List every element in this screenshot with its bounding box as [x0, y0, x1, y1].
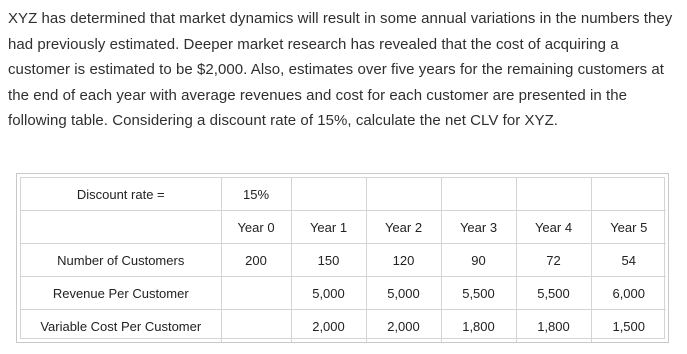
table-row-discount	[21, 178, 666, 211]
table-cell: 200	[221, 244, 291, 277]
discount-rate-value: 15%	[221, 178, 291, 211]
table-cell: 54	[591, 244, 666, 277]
year-header: Year 4	[516, 211, 591, 244]
year-header: Year 2	[366, 211, 441, 244]
table-cell: 1,500	[612, 318, 646, 334]
year-header: Year 1	[291, 211, 366, 244]
table-cell	[591, 178, 666, 211]
table-cell	[516, 178, 591, 211]
table-cell: 5,500	[441, 277, 516, 310]
year-header: Year 0	[221, 211, 291, 244]
table-cell: 2,000	[291, 310, 366, 343]
table-cell	[221, 310, 291, 343]
year-header: Year 5	[591, 211, 666, 244]
table-cell: 5,000	[291, 277, 366, 310]
table-cell: 90	[441, 244, 516, 277]
table-row-variable-cost	[21, 310, 666, 343]
year-header: Year 3	[441, 211, 516, 244]
table-cell	[221, 277, 291, 310]
table-cell: 5,000	[366, 277, 441, 310]
table-cell: 72	[516, 244, 591, 277]
row-label: Revenue Per Customer	[21, 277, 221, 310]
data-table-frame	[20, 177, 665, 339]
table-cell: 6,000	[591, 277, 666, 310]
table-cell	[441, 178, 516, 211]
table-cell	[291, 178, 366, 211]
table-cell: 1,800	[516, 310, 591, 343]
table-row-customers	[21, 244, 666, 277]
discount-rate-label: Discount rate =	[21, 178, 221, 211]
table-row-revenue	[21, 277, 666, 310]
data-table-container	[16, 173, 669, 343]
row-label: Variable Cost Per Customer	[21, 310, 221, 343]
table-cell	[366, 178, 441, 211]
table-row-years	[21, 211, 666, 244]
table-cell: 1,800	[441, 310, 516, 343]
table-cell: 120	[366, 244, 441, 277]
table-cell: 150	[291, 244, 366, 277]
table-cell: 5,500	[516, 277, 591, 310]
table-cell: 2,000	[366, 310, 441, 343]
table-cell	[21, 211, 221, 244]
row-label: Number of Customers	[21, 244, 221, 277]
question-text: XYZ has determined that market dynamics will result in some annual variations in the numbers they had previously estimated. Deeper market research has revealed that the cost of acquiring a customer is estimated to be $2,000. Also, estimates over five years for the remaining customers at the end of each year with average revenues and cost for each customer are presented in the following table. Considering a discount rate of 15%, calculate the net CLV for XYZ.	[8, 10, 673, 130]
data-table	[21, 178, 666, 342]
